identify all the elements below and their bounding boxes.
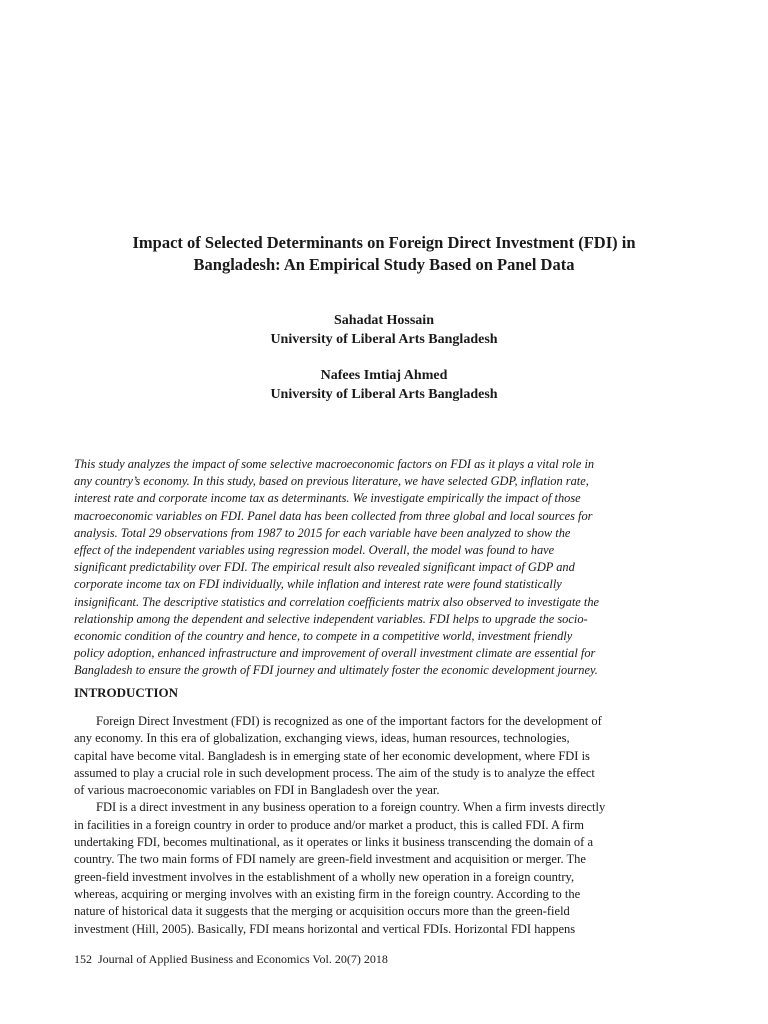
abstract-line: corporate income tax on FDI individually, while inflation and interest rate were found statistically <box>74 577 562 592</box>
page-footer <box>74 951 394 967</box>
abstract-line: macroeconomic variables on FDI. Panel data has been collected from three global and local sources for <box>74 508 593 523</box>
abstract-line: any country’s economy. In this study, based on previous literature, we have selected GDP, inflation rate, <box>74 474 589 489</box>
paragraph-line: country. The two main forms of FDI namely are green-field investment and acquisition or merger. The <box>74 852 586 867</box>
paragraph-line: green-field investment involves in the establishment of a wholly new operation in a foreign country, <box>74 869 575 884</box>
paragraph <box>74 799 694 937</box>
abstract-line: policy adoption, enhanced infrastructure and improvement of overall investment climate are essential for <box>74 646 596 661</box>
paragraph <box>74 713 694 799</box>
abstract-line: This study analyzes the impact of some selective macroeconomic factors on FDI as it plays a vital role in <box>74 457 595 471</box>
journal-citation: Journal of Applied Business and Economics Vol. 20(7) 2018 <box>98 952 388 966</box>
abstract-line: Bangladesh to ensure the growth of FDI journey and ultimately foster the economic development journey. <box>74 663 598 678</box>
abstract-line: analysis. Total 29 observations from 1987 to 2015 for each variable have been analyzed to show the <box>74 525 571 540</box>
body-text <box>74 713 694 938</box>
paper-title <box>70 232 698 276</box>
paragraph-line: any economy. In this era of globalization, exchanging views, ideas, human resources, technologies, <box>74 731 570 746</box>
paragraph-line: in facilities in a foreign country in order to produce and/or market a product, this is called FDI. A firm <box>74 817 584 832</box>
paragraph-line: capital have become vital. Bangladesh is in emerging state of her economic development, where FDI is <box>74 748 590 763</box>
page-number: 152 <box>74 952 92 966</box>
paragraph-line: undertaking FDI, becomes multinational, as it operates or links it business transcending the domain of a <box>74 835 593 850</box>
author-name: Nafees Imtiaj Ahmed <box>320 368 448 383</box>
abstract-line: economic condition of the country and hence, to compete in a competitive world, investment friendly <box>74 629 573 644</box>
abstract <box>74 456 694 680</box>
paragraph-line: of various macroeconomic variables on FDI in Bangladesh over the year. <box>74 783 440 798</box>
paragraph-line: assumed to play a crucial role in such development process. The aim of the study is to analyze the effect <box>74 765 595 780</box>
author-name: Sahadat Hossain <box>334 313 434 328</box>
paragraph-line: whereas, acquiring or merging involves with an existing firm in the foreign country. According to the <box>74 886 581 901</box>
author-affiliation: University of Liberal Arts Bangladesh <box>270 332 498 347</box>
section-heading: INTRODUCTION <box>74 685 179 700</box>
author-block <box>70 311 698 349</box>
abstract-line: effect of the independent variables using regression model. Overall, the model was found to have <box>74 543 555 558</box>
abstract-line: significant predictability over FDI. The empirical result also revealed significant impact of GDP and <box>74 560 575 575</box>
title-line: Impact of Selected Determinants on Foreign Direct Investment (FDI) in <box>132 233 636 252</box>
paragraph-line: Foreign Direct Investment (FDI) is recognized as one of the important factors for the development of <box>96 714 602 728</box>
paragraph-line: nature of historical data it suggests that the merging or acquisition occurs more than the green-field <box>74 904 570 919</box>
abstract-line: insignificant. The descriptive statistics and correlation coefficients matrix also observed to investigate the <box>74 594 600 609</box>
paragraph-line: investment (Hill, 2005). Basically, FDI means horizontal and vertical FDIs. Horizontal FDI happens <box>74 921 576 936</box>
author-affiliation: University of Liberal Arts Bangladesh <box>270 387 498 402</box>
title-line: Bangladesh: An Empirical Study Based on Panel Data <box>193 255 575 274</box>
abstract-line: relationship among the dependent and selective independent variables. FDI helps to upgrade the socio- <box>74 611 588 626</box>
abstract-line: interest rate and corporate income tax as determinants. We investigate empirically the impact of those <box>74 491 581 506</box>
author-block <box>70 366 698 404</box>
paragraph-line: FDI is a direct investment in any business operation to a foreign country. When a firm invests directly <box>96 800 606 815</box>
